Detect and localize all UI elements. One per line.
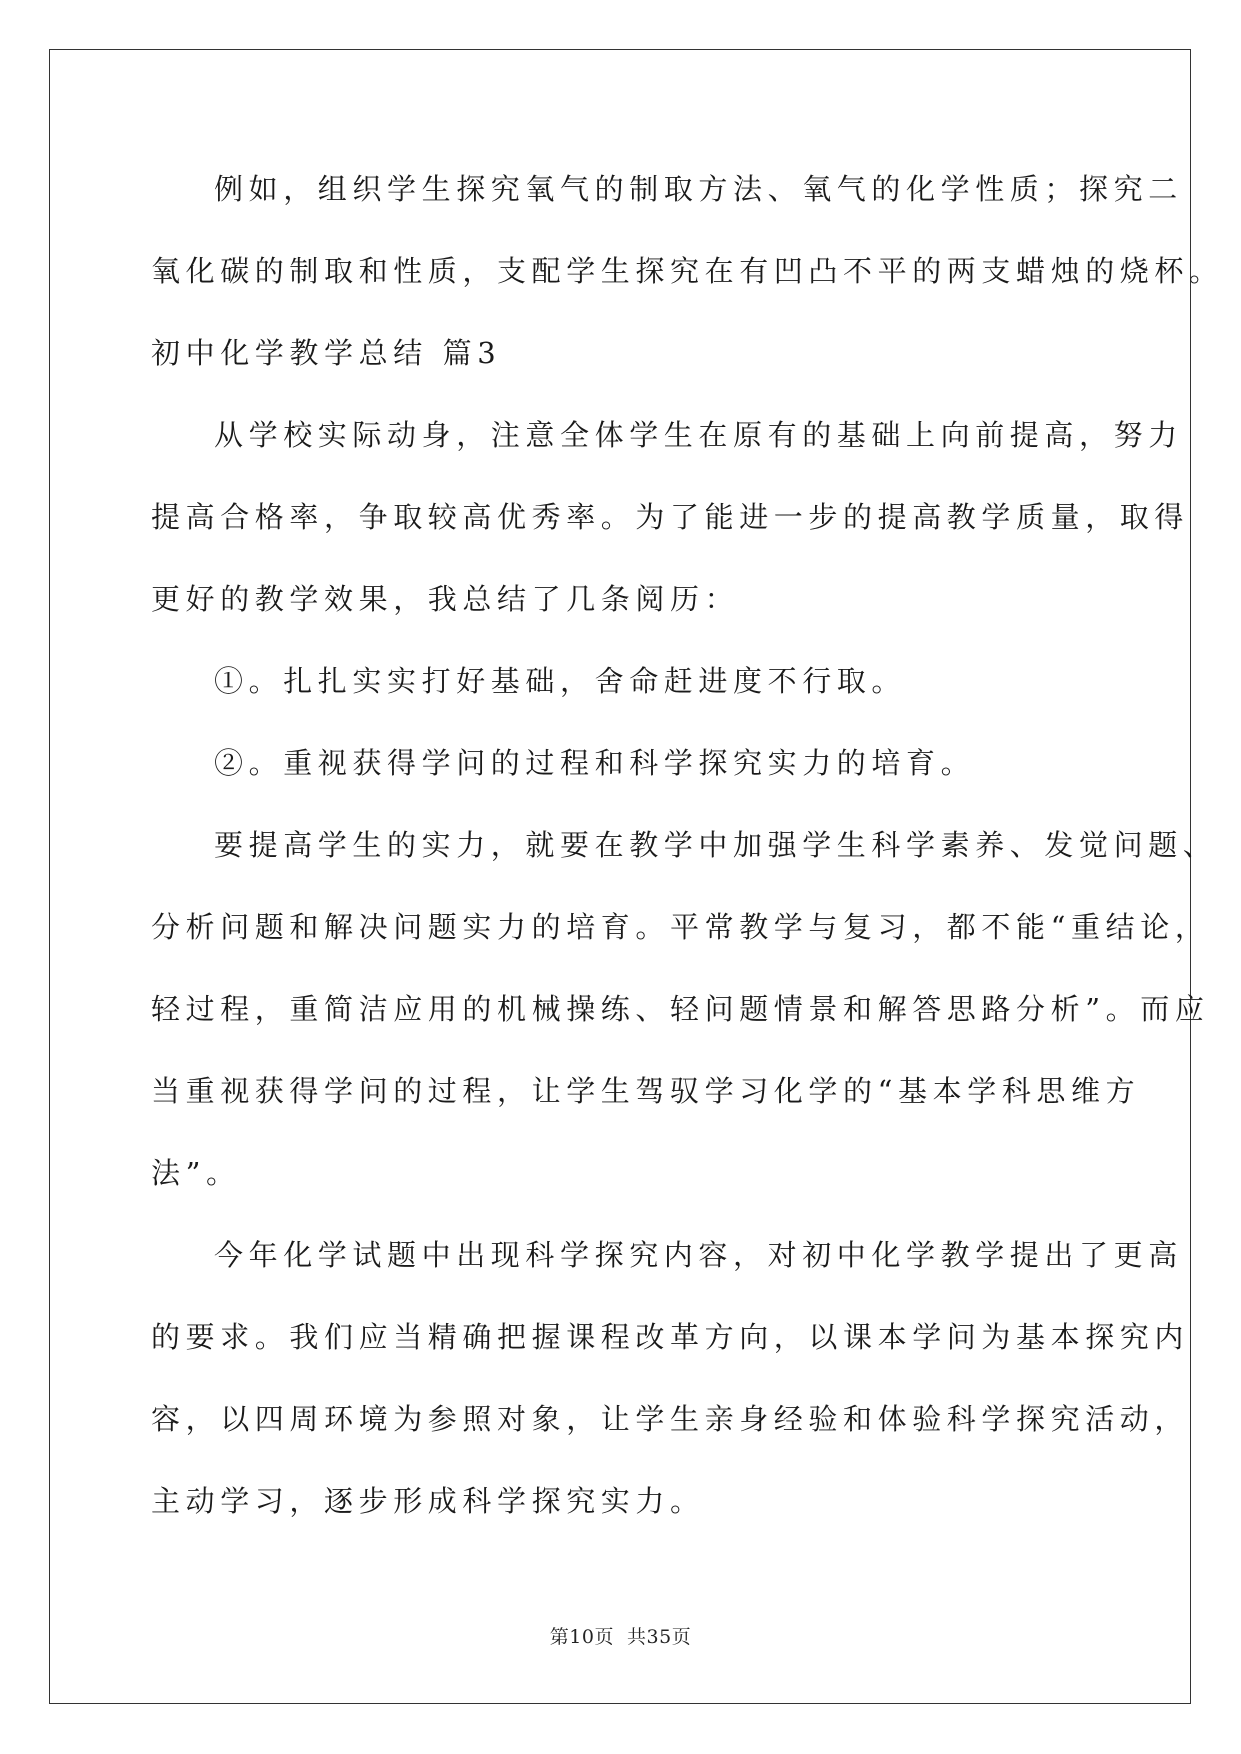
paragraph-line: 主动学习，逐步形成科学探究实力。 [151,1484,705,1518]
section-heading: 初中化学教学总结 篇3 [151,336,502,370]
paragraph-line: 当重视获得学问的过程，让学生驾驭学习化学的“基本学科思维方 [151,1074,1141,1108]
paragraph-line: 分析问题和解决问题实力的培育。平常教学与复习，都不能“重结论， [151,910,1210,944]
document-body [151,160,1224,1554]
paragraph-line: 容，以四周环境为参照对象，让学生亲身经验和体验科学探究活动， [151,1402,1190,1436]
paragraph-line: 轻过程，重简洁应用的机械操练、轻问题情景和解答思路分析”。而应 [151,992,1210,1026]
list-item: ①。扎扎实实打好基础，舍命赶进度不行取。 [214,664,907,698]
paragraph-line: 要提高学生的实力，就要在教学中加强学生科学素养、发觉问题、 [214,828,1218,862]
paragraph-line: 更好的教学效果，我总结了几条阅历： [151,582,740,616]
paragraph-line: 今年化学试题中出现科学探究内容，对初中化学教学提出了更高 [214,1238,1183,1272]
paragraph-line: 提高合格率，争取较高优秀率。为了能进一步的提高教学质量，取得 [151,500,1190,534]
paragraph-line: 法”。 [151,1156,241,1190]
paragraph-line: 例如，组织学生探究氧气的制取方法、氧气的化学性质；探究二 [214,172,1183,206]
paragraph-line: 的要求。我们应当精确把握课程改革方向，以课本学问为基本探究内 [151,1320,1190,1354]
list-item: ②。重视获得学问的过程和科学探究实力的培育。 [214,746,976,780]
page-number-footer: 第10页 共35页 [549,1626,692,1648]
paragraph-line: 从学校实际动身，注意全体学生在原有的基础上向前提高，努力 [214,418,1183,452]
paragraph-line: 氧化碳的制取和性质，支配学生探究在有凹凸不平的两支蜡烛的烧杯。 [151,254,1224,288]
